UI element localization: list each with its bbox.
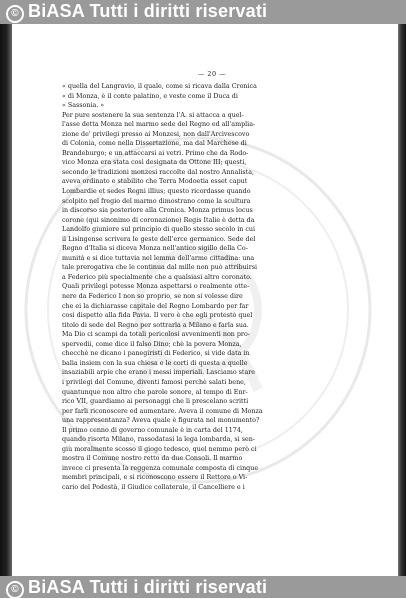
text-line: « Sassonia. »: [62, 102, 105, 110]
text-line: i privilegi del Comune, diventi famosi perchè salati bene,: [62, 378, 246, 386]
text-line: « di Monza, è il conte palatino, e veste come il Duca di: [62, 92, 238, 100]
text-line: una rappresentanza? Aveva quale è figurata nel monumento?: [62, 417, 260, 425]
text-line: spervedii, come dice il falso Dino; chè la povera Monza,: [62, 340, 242, 348]
text-line: checchè ne dicano i panegiristi di Federico, si vide data in: [62, 350, 250, 358]
watermark-bottom: [6, 577, 267, 599]
text-line: titolo di sede del Regno per sottrarla a Milano e farla sua.: [62, 321, 249, 329]
text-line: insaziabili arpie che erano i messi imperiali. Lasciamo stare: [62, 369, 256, 377]
text-line: membri principali, e si riconoscono essere il Rettore o Vi-: [62, 474, 248, 482]
text-line: nere da Federico I non so proprio, se non si volesse dire: [62, 293, 243, 301]
watermark-footer: [0, 576, 406, 598]
text-line: Brandeburgo; e un attaccarsi ai vetri. Primo che da Rodo-: [62, 149, 249, 157]
watermark-top-text: BiASA Tutti i diritti riservati: [28, 1, 268, 21]
page-number: — 20 —: [198, 70, 226, 78]
text-line: giù moralmente scosso il giogo tedesco, quel nemmo però ci: [62, 445, 257, 453]
copyright-icon: ©: [6, 581, 24, 599]
text-line: balia insiem con la sua chiesa e le corti di questa a quelle: [62, 359, 248, 367]
text-line: che ei la dichiarasse capitale del Regno Lombardo per far: [62, 302, 249, 310]
text-line: Quali privilegi potesse Monza aspettarsi o realmente otte-: [62, 283, 250, 291]
text-line: cario del Podestà, il Giudice collaterale, il Cancelliere e i: [62, 483, 245, 491]
text-line: di Colonia, come nella Dissertazione, ma dal Marchese di: [62, 140, 247, 148]
text-line: per farli riconoscere ed aumentare. Aveva il comune di Monza: [62, 407, 263, 415]
text-line: invece ci presenta la reggenza comunale composta di cinque: [62, 464, 259, 472]
scan-edge-left: [0, 0, 12, 598]
text-line: « quella del Langravio, il quale, come si ricava dalla Cronica: [62, 83, 257, 90]
text-line: zione de' privilegi presso ai Monzesi, non dall'Arcivescovo: [62, 130, 250, 138]
text-line: quando risorta Milano, rassodatasi la lega lombarda, si sen-: [62, 436, 255, 444]
text-line: l'asse detta Monza nel marmo sede del Regno ed all'amplia-: [62, 121, 256, 129]
text-line: mostra il Comune nostro retto da due Consoli. Il marmo: [62, 455, 243, 463]
watermark-bottom-text: BiASA Tutti i diritti riservati: [28, 577, 268, 597]
text-line: Ma Dio ci scampi da totali pericolosi avvenimenti non pro-: [62, 331, 250, 339]
text-line: Lombardie et sedes Regni illius; questo ricordasse quando: [62, 188, 251, 196]
watermark-top: [6, 1, 267, 23]
watermark-header: [0, 0, 406, 24]
text-line: munità e si dice tuttavia nel lemma dell'arme cittadina: una: [62, 254, 255, 262]
text-line: così dispetto alla fida Pavia. Il vero è che egli protestò quel: [62, 312, 253, 320]
text-line: secondo le tradizioni monzesi raccolte dal nostro Annalista,: [62, 168, 255, 176]
text-line: vico Monza era stata così designata da Ottone III; questi,: [62, 159, 247, 167]
text-line: Per pure sostenere la sua sentenza l'A. si attacca a quel-: [62, 111, 244, 119]
text-line: aveva ordinato e stabilito che Terra Modoetia esset caput: [62, 178, 248, 186]
text-line: rico VII, guardiamo ai personaggi che li prescelano scritti: [62, 398, 249, 406]
text-line: il Lisingense scrivera le geste dell'erce germanico. Sede del: [62, 235, 256, 243]
text-line: tale prerogativa che le continua dal mille non può attribuirsi: [62, 264, 258, 272]
text-line: quantunque non altro che parole sonore, al tempo di Enr-: [62, 388, 248, 396]
text-line: corone (qui sinonimo di coronazione) Regis Italie è detta da: [62, 216, 255, 224]
text-line: Landolfo giuniore sul principio di quello stesso secolo in cui: [62, 226, 256, 234]
text-line: a Federico più specialmente che a qualsiasi altro coronato.: [62, 273, 252, 281]
copyright-icon: ©: [6, 5, 24, 23]
text-line: Regno d'Italia si diceva Monza nell'antico sigillo della Co-: [62, 245, 248, 253]
text-line: scolpito nel fregio del marmo dimostrano come la scultura: [62, 197, 251, 205]
text-line: in discorso sia posteriore alla Cronica. Monza primus locus: [62, 207, 253, 215]
body-text: [62, 82, 362, 493]
scan-edge-right: [398, 0, 406, 598]
text-line: Il primo cenno di governo comunale è in carta del 1174,: [62, 426, 243, 434]
